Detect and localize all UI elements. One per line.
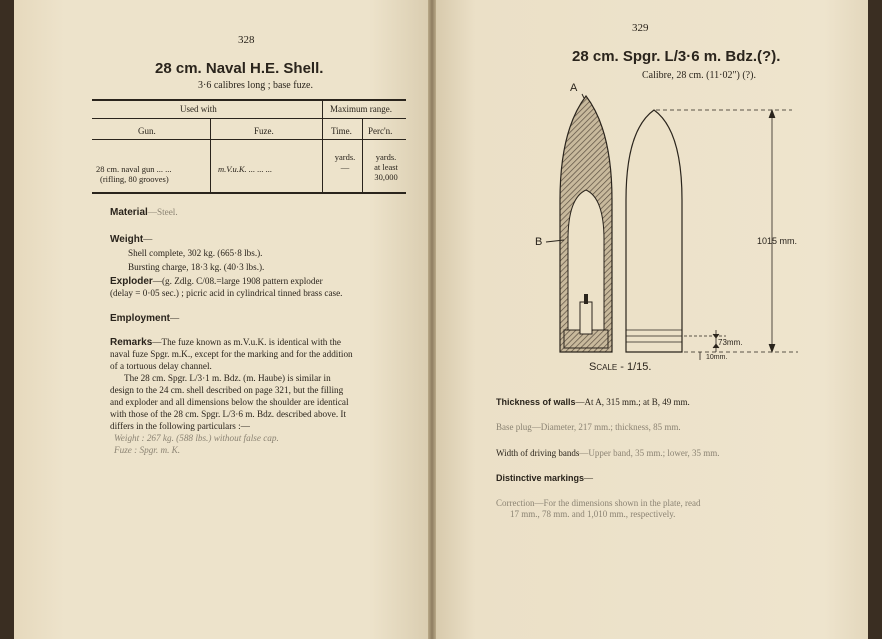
markings-heading: Distinctive markings xyxy=(496,473,585,483)
table-col-divider xyxy=(210,119,211,192)
weight-bursting: Bursting charge, 18·3 kg. (40·3 lbs.). xyxy=(128,262,265,272)
remarks-line-6: and exploder and all dimensions below the shoulder are identical xyxy=(110,397,349,407)
material-line xyxy=(110,207,178,219)
base-plug-heading: Base plug xyxy=(496,422,532,432)
remarks-heading: Remarks xyxy=(110,337,153,348)
right-page-title: 28 cm. Spgr. L/3·6 m. Bdz.(?). xyxy=(572,48,781,65)
remarks-line-1 xyxy=(110,337,341,349)
table-col-divider xyxy=(362,119,363,192)
weight-heading: Weight xyxy=(110,234,144,245)
table-header-percn: Perc'n. xyxy=(368,126,393,136)
book-gutter xyxy=(428,0,436,639)
employment-dash: — xyxy=(170,313,180,323)
correction-text: —For the dimensions shown in the plate, read xyxy=(534,498,701,508)
weight-shell: Shell complete, 302 kg. (665·8 lbs.). xyxy=(128,248,263,258)
shell-diagram xyxy=(520,80,820,380)
drawing-scale: Scale - 1/15. xyxy=(589,361,652,373)
table-header-gun: Gun. xyxy=(138,126,156,136)
table-cell-time xyxy=(332,152,358,172)
remarks-line-5: design to the 24 cm. shell described on page 321, but the filling xyxy=(110,385,344,395)
remarks-line-4: The 28 cm. Spgr. L/3·1 m. Bdz. (m. Haube) is similar in xyxy=(124,373,331,383)
table-cell-gun-note: (rifling, 80 grooves) xyxy=(100,174,169,184)
exploder-heading: Exploder xyxy=(110,276,153,287)
table-cell-perc-value: 30,000 xyxy=(374,172,398,182)
dimension-band-label: 73mm. xyxy=(718,338,743,347)
table-subheader-rule xyxy=(92,139,406,140)
exploder-text: —(g. Zdlg. C/08.=large 1908 pattern exploder xyxy=(152,276,323,286)
employment-line xyxy=(110,313,179,325)
left-page-number: 328 xyxy=(238,34,255,46)
table-cell-gun-name: 28 cm. naval gun ... ... xyxy=(96,164,172,174)
table-header-rule xyxy=(92,118,406,119)
remarks-text: —The fuze known as m.V.u.K. is identical with the xyxy=(152,337,341,347)
shell-cross-section xyxy=(560,96,612,352)
thickness-heading: Thickness of walls xyxy=(496,397,576,407)
table-bottom-rule xyxy=(92,192,406,194)
remarks-line-8: differs in the following particulars :— xyxy=(110,421,250,431)
base-plug-line xyxy=(496,422,796,433)
table-cell-percussion xyxy=(366,152,406,182)
label-b: B xyxy=(535,236,543,248)
table-header-max-range: Maximum range. xyxy=(330,104,392,114)
base-plug-text: —Diameter, 217 mm.; thickness, 85 mm. xyxy=(531,422,681,432)
remarks-line-2: naval fuze Spgr. m.K., except for the marking and for the addition xyxy=(110,349,353,359)
markings-dash: — xyxy=(584,473,594,483)
table-header-fuze: Fuze. xyxy=(254,126,274,136)
correction-line-2: 17 mm., 78 mm. and 1,010 mm., respectively. xyxy=(510,509,676,519)
weight-heading-line xyxy=(110,234,152,246)
table-cell-perc-qualifier: at least xyxy=(374,162,398,172)
exploder-text-cont: (delay = 0·05 sec.) ; picric acid in cylindrical tinned brass case. xyxy=(110,288,343,298)
thickness-line xyxy=(496,397,796,408)
remarks-line-3: of a tortuous delay channel. xyxy=(110,361,212,371)
table-cell-time-unit: yards. xyxy=(334,152,356,162)
table-top-rule xyxy=(92,99,406,101)
driving-bands-text: —Upper band, 35 mm.; lower, 35 mm. xyxy=(579,448,720,458)
right-page-number: 329 xyxy=(632,22,649,34)
table-cell-time-value: — xyxy=(340,162,350,172)
table-cell-gun xyxy=(96,164,210,184)
correction-line xyxy=(496,498,796,509)
driving-bands-heading: Width of driving bands xyxy=(496,448,580,458)
table-cell-perc-unit: yards. xyxy=(375,152,397,162)
driving-bands-line xyxy=(496,448,796,459)
table-col-divider xyxy=(322,100,323,192)
exploder-line xyxy=(110,276,323,288)
left-page-subtitle: 3·6 calibres long ; base fuze. xyxy=(198,80,313,91)
dimension-length-label: 1015 mm. xyxy=(757,236,798,246)
dimension-base-label: 10mm. xyxy=(706,354,728,361)
table-header-time: Time. xyxy=(331,126,352,136)
left-page-title: 28 cm. Naval H.E. Shell. xyxy=(155,60,324,77)
thickness-text: —At A, 315 mm.; at B, 49 mm. xyxy=(575,397,690,407)
table-cell-fuze: m.V.u.K. ... ... ... xyxy=(218,164,273,174)
employment-heading: Employment xyxy=(110,313,171,324)
weight-difference: Weight : 267 kg. (588 lbs.) without false cap. xyxy=(114,433,279,443)
material-heading: Material xyxy=(110,207,148,218)
markings-line xyxy=(496,473,796,484)
table-header-used-with: Used with xyxy=(180,104,217,114)
label-a: A xyxy=(570,82,578,94)
shell-outline xyxy=(626,110,682,352)
correction-heading: Correction xyxy=(496,498,535,508)
right-page-subtitle: Calibre, 28 cm. (11·02") (?). xyxy=(642,70,756,81)
material-text: —Steel. xyxy=(147,207,178,217)
weight-dash: — xyxy=(143,234,153,244)
remarks-line-7: with those of the 28 cm. Spgr. L/3·6 m. Bdz. described above. It xyxy=(110,409,347,419)
label-a-pointer xyxy=(582,94,584,98)
left-page xyxy=(14,0,432,639)
fuze-difference: Fuze : Spgr. m. K. xyxy=(114,445,181,455)
